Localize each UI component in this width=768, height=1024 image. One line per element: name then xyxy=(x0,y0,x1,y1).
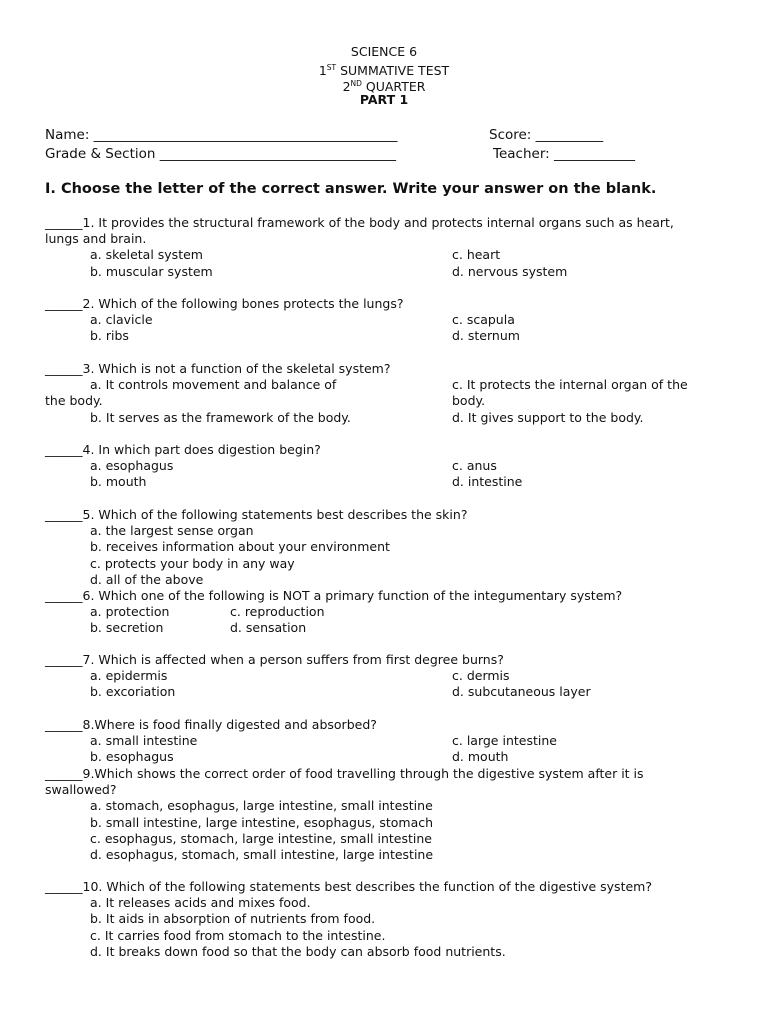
question-9 xyxy=(45,766,705,863)
question-4 xyxy=(45,442,705,491)
quarter-number: 2 xyxy=(342,79,351,95)
question-2 xyxy=(45,296,705,345)
question-10 xyxy=(45,879,705,960)
option-d: d. subcutaneous layer xyxy=(452,684,591,700)
test-label: SUMMATIVE TEST xyxy=(336,63,450,79)
option-c: c. reproduction xyxy=(230,604,325,620)
option-c: c. It protects the internal organ of the xyxy=(452,377,688,393)
option-c: c. esophagus, stomach, large intestine, small intestine xyxy=(90,830,432,846)
option-d: d. It breaks down food so that the body can absorb food nutrients. xyxy=(90,943,506,959)
grade-section-field: Grade & Section ___________________________________ xyxy=(45,146,396,162)
option-c-cont: body. xyxy=(452,393,486,409)
option-b: b. muscular system xyxy=(90,263,213,279)
quarter-suffix: ND xyxy=(350,79,362,88)
option-c: c. scapula xyxy=(452,312,515,328)
question-text: ______9.Which shows the correct order of food travelling through the digestive system after it is swallowed? xyxy=(45,766,644,798)
option-d: d. intestine xyxy=(452,474,523,490)
question-text: ______5. Which of the following statements best describes the skin? xyxy=(45,507,468,522)
quarter-label: QUARTER xyxy=(361,79,426,95)
option-b: b. small intestine, large intestine, esophagus, stomach xyxy=(90,814,434,830)
option-c: c. dermis xyxy=(452,668,510,684)
option-a: a. esophagus xyxy=(90,458,174,474)
option-d: d. sternum xyxy=(452,328,520,344)
option-b: b. receives information about your environment xyxy=(90,539,390,555)
option-b: b. It aids in absorption of nutrients from food. xyxy=(90,911,376,927)
option-d: d. sensation xyxy=(230,620,307,636)
option-d: d. It gives support to the body. xyxy=(452,409,644,425)
question-text: ______1. It provides the structural framework of the body and protects internal organs such as heart, lungs and brain. xyxy=(45,215,674,247)
option-a: a. epidermis xyxy=(90,668,168,684)
option-d: d. mouth xyxy=(452,749,509,765)
question-3 xyxy=(45,361,705,426)
option-c: c. large intestine xyxy=(452,733,557,749)
question-5 xyxy=(45,507,705,588)
test-number: 1 xyxy=(318,63,327,79)
option-a: a. It releases acids and mixes food. xyxy=(90,895,311,911)
option-c: c. anus xyxy=(452,458,497,474)
option-b: b. secretion xyxy=(90,620,164,636)
question-1 xyxy=(45,215,705,280)
instruction: I. Choose the letter of the correct answer. Write your answer on the blank. xyxy=(45,181,657,197)
question-8 xyxy=(45,717,705,766)
question-6 xyxy=(45,588,705,637)
test-suffix: ST xyxy=(326,63,337,72)
option-c: c. heart xyxy=(452,247,501,263)
option-a: a. skeletal system xyxy=(90,247,203,263)
question-text: ______3. Which is not a function of the skeletal system? xyxy=(45,361,391,376)
subject-title: SCIENCE 6 xyxy=(350,44,418,59)
option-d: d. nervous system xyxy=(452,263,568,279)
option-b: b. ribs xyxy=(90,328,129,344)
option-a: a. small intestine xyxy=(90,733,198,749)
option-b: b. esophagus xyxy=(90,749,174,765)
option-a: a. clavicle xyxy=(90,312,153,328)
option-a-cont: the body. xyxy=(45,393,103,409)
option-a: a. It controls movement and balance of xyxy=(90,377,337,393)
option-c: c. It carries food from stomach to the intestine. xyxy=(90,927,386,943)
option-a: a. stomach, esophagus, large intestine, small intestine xyxy=(90,798,433,814)
question-text: ______4. In which part does digestion begin? xyxy=(45,442,321,457)
option-b: b. mouth xyxy=(90,474,147,490)
option-b: b. It serves as the framework of the body. xyxy=(90,409,351,425)
question-7 xyxy=(45,652,705,701)
option-d: d. esophagus, stomach, small intestine, large intestine xyxy=(90,847,434,863)
question-text: ______7. Which is affected when a person suffers from first degree burns? xyxy=(45,652,504,667)
option-a: a. the largest sense organ xyxy=(90,523,254,539)
option-a: a. protection xyxy=(90,604,170,620)
question-text: ______6. Which one of the following is NOT a primary function of the integumentary system? xyxy=(45,588,623,603)
name-field: Name: _____________________________________________ xyxy=(45,127,398,143)
option-b: b. excoriation xyxy=(90,684,176,700)
option-c: c. protects your body in any way xyxy=(90,555,295,571)
part-title: PART 1 xyxy=(359,92,409,107)
question-text: ______2. Which of the following bones protects the lungs? xyxy=(45,296,404,311)
question-text: ______10. Which of the following statements best describes the function of the digestive system? xyxy=(45,879,652,894)
option-d: d. all of the above xyxy=(90,571,204,587)
score-field: Score: __________ xyxy=(489,127,604,143)
teacher-field: Teacher: ____________ xyxy=(493,146,635,162)
question-text: ______8.Where is food finally digested and absorbed? xyxy=(45,717,377,732)
